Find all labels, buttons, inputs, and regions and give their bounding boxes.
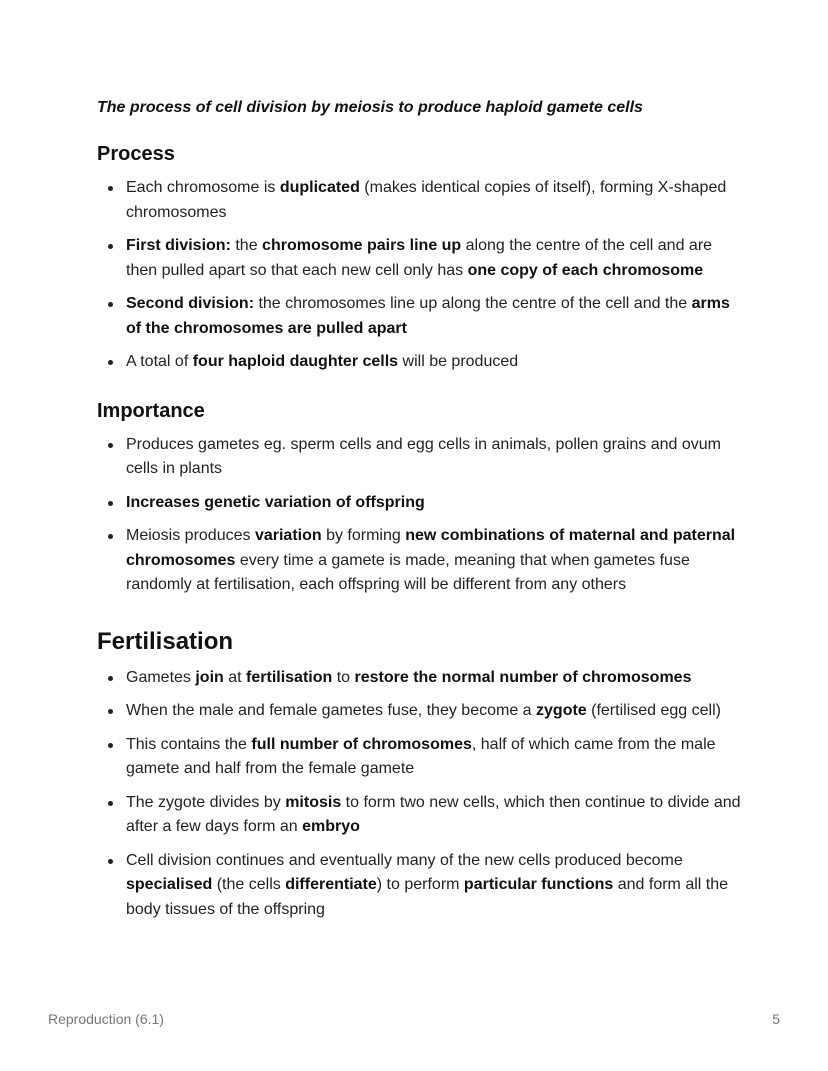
list-item [97, 491, 747, 516]
list-item [97, 234, 747, 283]
bold-text: Increases genetic variation of offspring [126, 493, 425, 511]
bold-text: chromosome pairs line up [262, 237, 462, 254]
fertilisation-heading: Fertilisation [97, 627, 234, 655]
bold-text: join [195, 668, 224, 686]
bold-text: zygote [536, 702, 587, 719]
list-item [97, 791, 747, 840]
body-text: Produces gametes eg. sperm cells and egg cells in animals, pollen grains and ovum cells in plants [126, 435, 721, 477]
list-item [97, 176, 747, 225]
bold-text: mitosis [285, 793, 342, 811]
bold-text: full number of chromosomes [251, 735, 472, 753]
list-item [97, 849, 747, 923]
body-text: along the centre of the cell and are then pulled apart so that each new cell only has [126, 237, 713, 279]
page-number: 5 [772, 1011, 780, 1027]
body-text: Each chromosome is [126, 179, 280, 196]
list-item [97, 433, 747, 482]
bold-text: fertilisation [246, 668, 333, 686]
bold-text: four haploid daughter cells [192, 353, 399, 370]
list-item [97, 733, 747, 782]
body-text: This contains the [126, 735, 252, 753]
bold-text: restore the normal number of chromosomes [354, 668, 692, 686]
body-text: The zygote divides by [126, 793, 286, 811]
importance-heading: Importance [97, 399, 205, 422]
body-text: by forming [321, 527, 406, 544]
body-text: ) to perform [376, 876, 464, 893]
body-text: the chromosomes line up along the centre of the cell and the [254, 295, 692, 312]
list-item [97, 350, 747, 375]
list-item [97, 666, 747, 691]
body-text: Gametes [126, 668, 196, 686]
page-caption: The process of cell division by meiosis to produce haploid gamete cells [97, 99, 643, 116]
body-text: and form all the body tissues of the offspring [126, 876, 729, 918]
body-text: Meiosis produces [126, 527, 255, 544]
body-text: to [332, 668, 355, 686]
body-text: (the cells [212, 876, 286, 893]
fertilisation-list [97, 666, 747, 923]
process-heading: Process [97, 143, 175, 165]
bold-text: new combinations of maternal and paternal chromosomes [126, 527, 736, 569]
bold-text: specialised [126, 876, 213, 893]
body-text: to form two new cells, which then continue to divide and after a few days form an [126, 793, 741, 835]
list-item [97, 292, 747, 341]
bold-text: Second division: [126, 295, 255, 312]
bold-text: embryo [302, 818, 360, 835]
list-item [97, 524, 747, 598]
list-item [97, 699, 747, 724]
bold-text: duplicated [279, 179, 360, 196]
bold-text: differentiate [285, 876, 377, 893]
body-text: A total of [126, 353, 193, 370]
bold-text: variation [254, 527, 322, 544]
body-text: every time a gamete is made, meaning that when gametes fuse randomly at fertilisation, each offspring will be different from any others [126, 551, 690, 593]
process-list [97, 176, 747, 375]
body-text: When the male and female gametes fuse, they become a [126, 702, 537, 719]
body-text: (makes identical copies of itself), forming X-shaped chromosomes [126, 179, 727, 221]
page-content [97, 96, 747, 931]
body-text: (fertilised egg cell) [586, 702, 721, 719]
body-text: will be produced [398, 353, 519, 370]
importance-list [97, 433, 747, 598]
body-text: at [223, 668, 247, 686]
bold-text: one copy of each chromosome [467, 261, 704, 279]
bold-text: First division: [126, 237, 231, 254]
body-text: the [230, 237, 263, 254]
bold-text: arms of the chromosomes are pulled apart [126, 295, 730, 337]
body-text: , half of which came from the male gamete and half from the female gamete [126, 735, 716, 777]
bold-text: particular functions [463, 876, 614, 893]
body-text: Cell division continues and eventually many of the new cells produced become [126, 851, 683, 869]
footer-title: Reproduction (6.1) [48, 1011, 164, 1027]
